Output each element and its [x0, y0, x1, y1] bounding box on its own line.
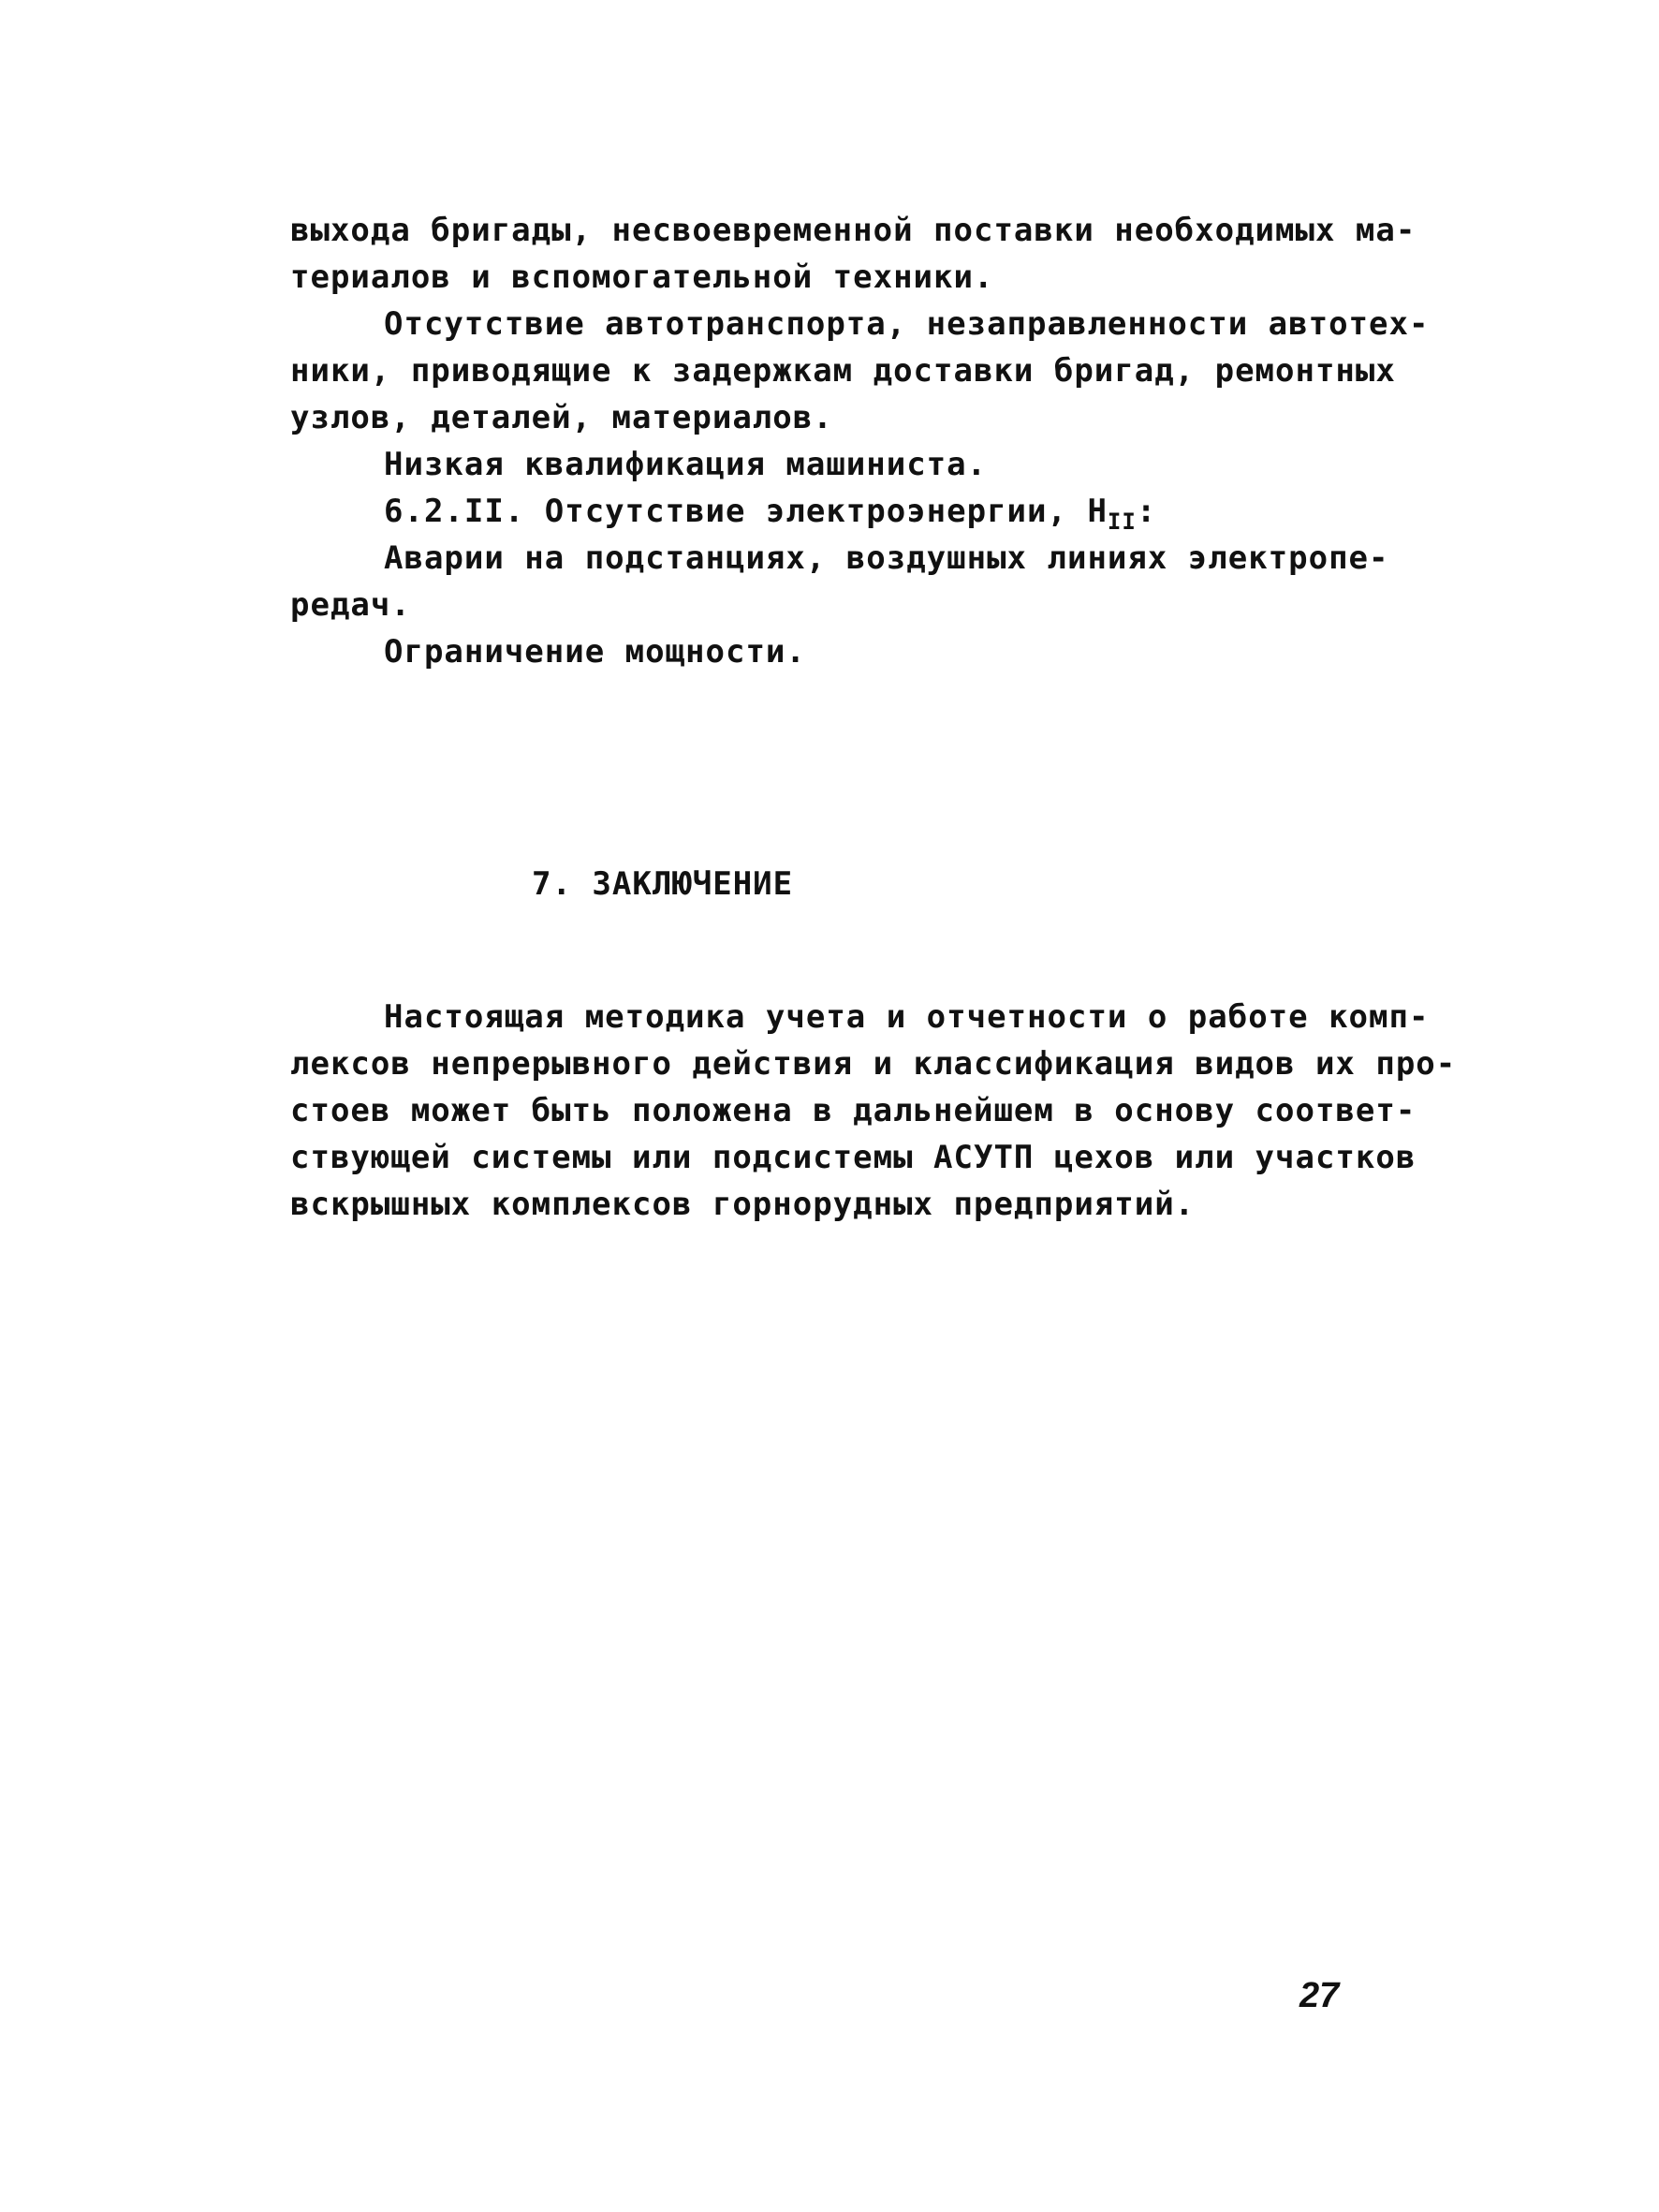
text-line: Ограничение мощности.	[384, 633, 806, 671]
item-text: 6.2.II. Отсутствие электроэнергии, Н	[384, 493, 1108, 530]
text-line: узлов, деталей, материалов.	[290, 399, 833, 436]
text-line: ники, приводящие к задержкам доставки бригад, ремонтных	[290, 352, 1396, 390]
paragraph-line: лексов непрерывного действия и классификация видов их про-	[290, 1045, 1457, 1083]
paragraph-line: стоев может быть положена в дальнейшем в основу соответ-	[290, 1092, 1417, 1129]
page-number: 27	[1299, 1976, 1340, 2015]
paragraph-line: вскрышных комплексов горнорудных предприятий.	[290, 1186, 1196, 1223]
section-heading: 7. ЗАКЛЮЧЕНИЕ	[532, 865, 794, 903]
item-subscript: II	[1107, 509, 1137, 535]
item-6-2-11	[384, 489, 1156, 537]
paragraph-line: Настоящая методика учета и отчетности о работе комп-	[384, 998, 1430, 1036]
item-suffix: :	[1136, 493, 1157, 530]
paragraph-line: ствующей системы или подсистемы АСУТП цехов или участков	[290, 1139, 1417, 1176]
text-line: Аварии на подстанциях, воздушных линиях электропе-	[384, 539, 1389, 577]
text-line: выхода бригады, несвоевременной поставки необходимых ма-	[290, 212, 1417, 249]
text-line: Низкая квалификация машиниста.	[384, 446, 988, 483]
text-line: редач.	[290, 586, 411, 624]
text-line: териалов и вспомогательной техники.	[290, 258, 994, 296]
text-line: Отсутствие автотранспорта, незаправленности автотех-	[384, 305, 1430, 343]
